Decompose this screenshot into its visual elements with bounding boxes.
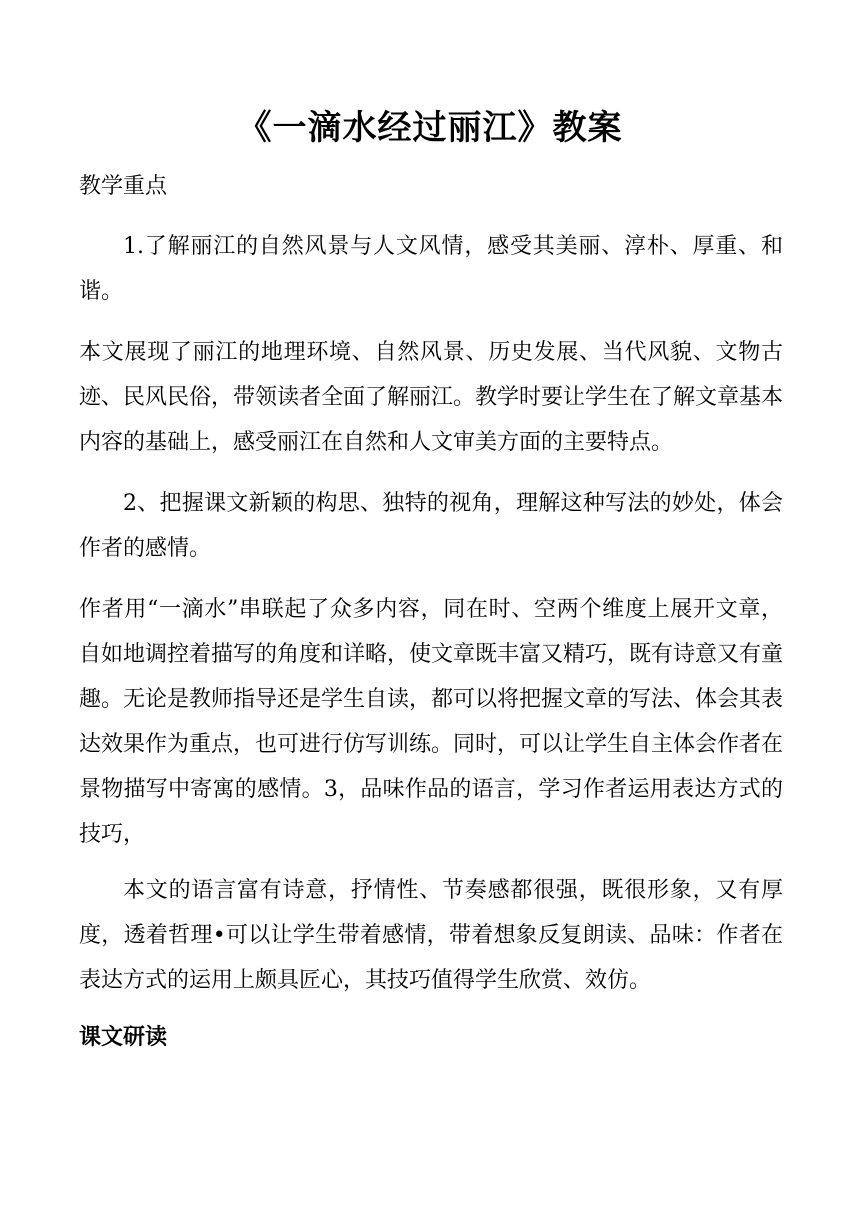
paragraph-goal-1-explanation: 本文展现了丽江的地理环境、自然风景、历史发展、当代风貌、文物古迹、民风民俗，带领读者全面了解丽江。教学时要让学生在了解文章基本内容的基础上，感受丽江在自然和人文审美方面的主要特点。 [79, 340, 784, 455]
paragraph-goal-2: 2、把握课文新颖的构思、独特的视角，理解这种写法的妙处，体会作者的感情。 [79, 491, 783, 561]
section-heading-teaching-focus: 教学重点 [79, 174, 168, 199]
page-title: 《一滴水经过丽江》教案 [237, 108, 623, 148]
paragraph-goal-3-explanation: 本文的语言富有诗意，抒情性、节奏感都很强，既很形象，又有厚度，透着哲理•可以让学生带着感情，带着想象反复朗读、品味：作者在表达方式的运用上颇具匠心，其技巧值得学生欣赏、效仿。 [79, 878, 783, 993]
paragraph-goal-2-explanation: 作者用“一滴水”串联起了众多内容，同在时、空两个维度上展开文章，自如地调控着描写的角度和详略，使文章既丰富又精巧，既有诗意又有童趣。无论是教师指导还是学生自读，都可以将把握文章的写法、体会其表达效果作为重点，也可进行仿写训练。同时，可以让学生自主体会作者在景物描写中寄寓的感情。3，品味作品的语言，学习作者运用表达方式的技巧， [79, 597, 784, 847]
paragraph-goal-1: 1.了解丽江的自然风景与人文风情，感受其美丽、淳朴、厚重、和谐。 [79, 234, 783, 304]
section-heading-text-study: 课文研读 [79, 1025, 168, 1050]
